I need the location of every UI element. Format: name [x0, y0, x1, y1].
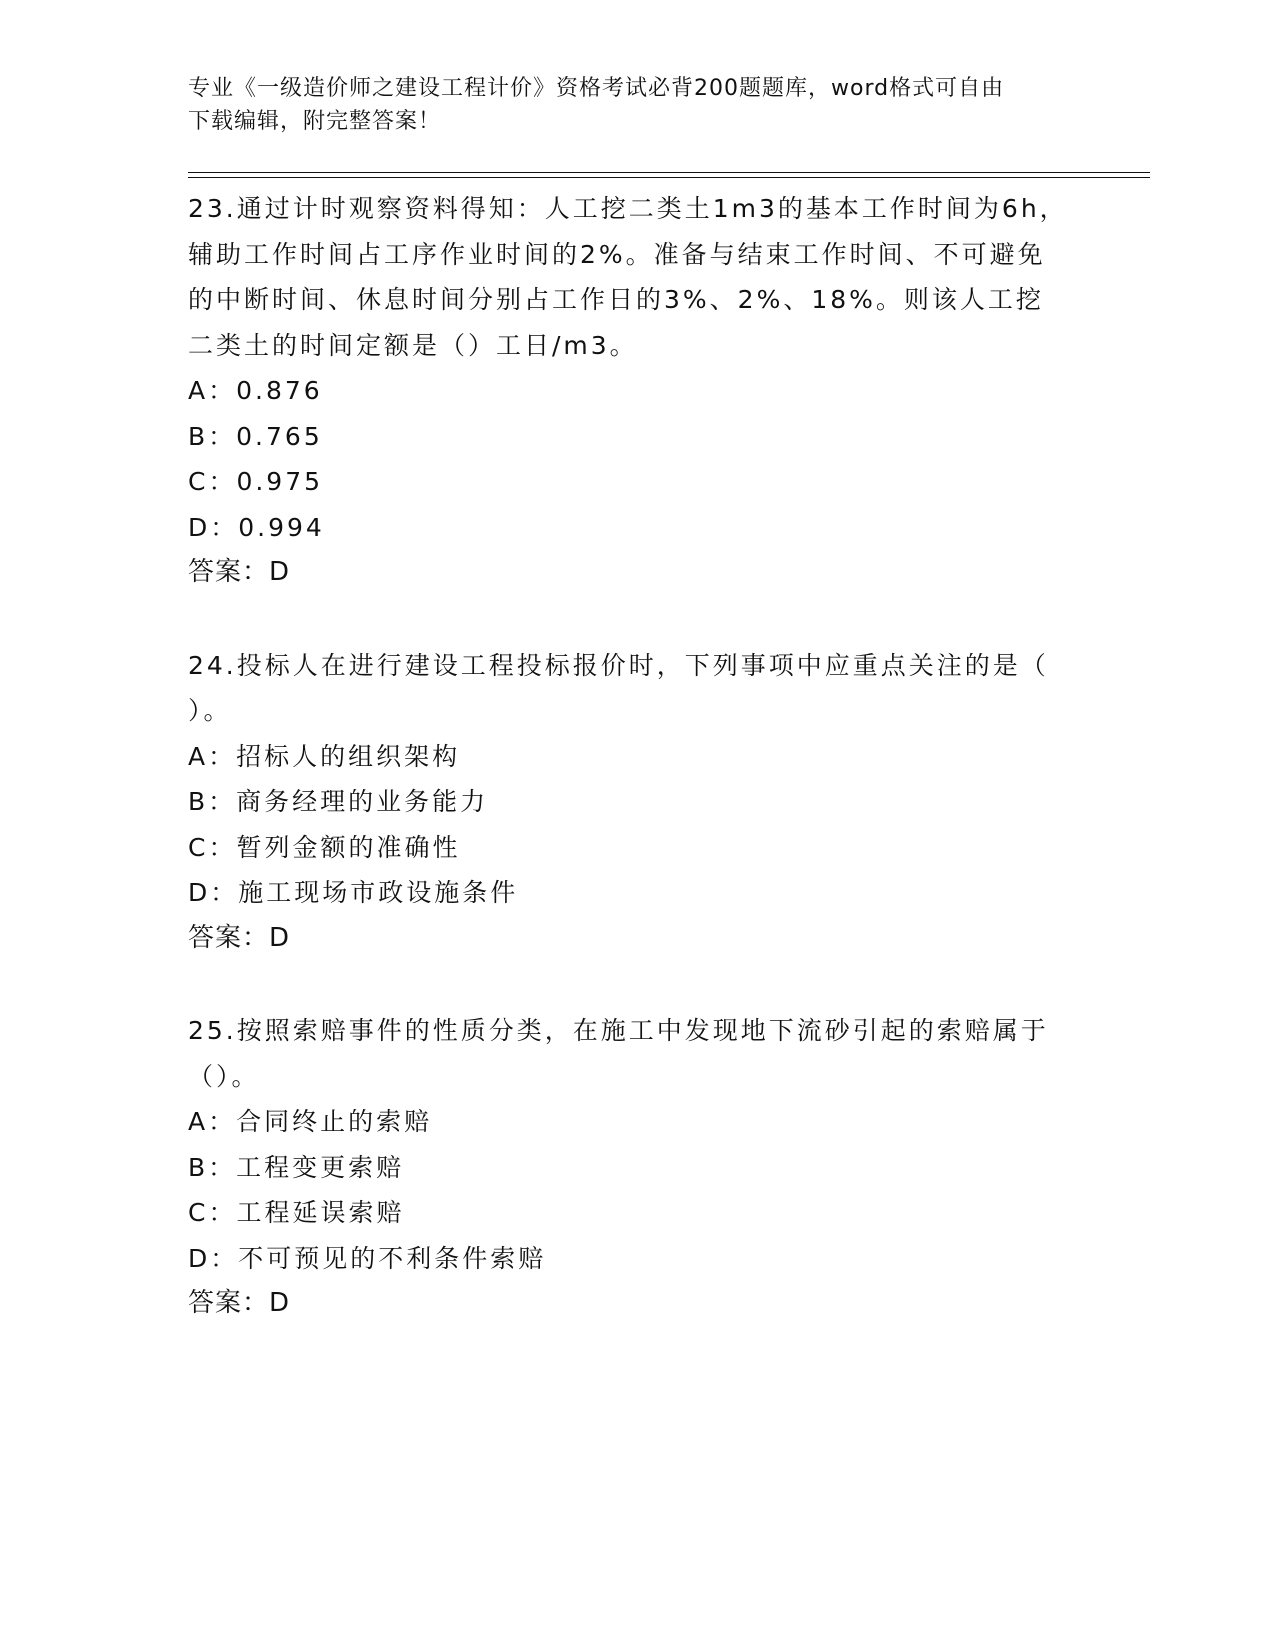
stem-line: （）。: [188, 1061, 260, 1091]
option-c: C：暂列金额的准确性: [188, 832, 461, 862]
question-stem: [188, 1008, 1088, 1099]
option-c: C：0.975: [188, 467, 324, 496]
stem-line: 23.通过计时观察资料得知：人工挖二类土1m3的基本工作时间为6h，: [188, 194, 1068, 223]
document-header: [188, 72, 1068, 138]
question-list: [188, 186, 1088, 1374]
option-a: A：招标人的组织架构: [188, 741, 461, 771]
question-23: [188, 186, 1088, 596]
question-24: [188, 643, 1088, 962]
question-stem: [188, 643, 1088, 734]
answer: 答案：D: [188, 922, 291, 953]
stem-line: 辅助工作时间占工序作业时间的2%。准备与结束工作时间、不可避免: [188, 239, 1046, 269]
option-b: B：0.765: [188, 421, 323, 451]
header-line-1: 专业《一级造价师之建设工程计价》资格考试必背200题题库，word格式可自由: [188, 76, 1005, 101]
option-d: D：施工现场市政设施条件: [188, 878, 519, 907]
header-divider-top: [188, 172, 1150, 173]
option-c: C：工程延误索赔: [188, 1198, 405, 1227]
option-d: D：0.994: [188, 512, 325, 542]
question-25: [188, 1008, 1088, 1327]
header-line-2: 下载编辑，附完整答案！: [188, 109, 442, 134]
option-d: D：不可预见的不利条件索赔: [188, 1243, 547, 1273]
option-a: A：合同终止的索赔: [188, 1107, 433, 1136]
option-b: B：工程变更索赔: [188, 1152, 405, 1182]
answer: 答案：D: [188, 557, 291, 587]
question-stem: [188, 186, 1088, 368]
stem-line: ）。: [188, 696, 232, 725]
stem-line: 25.按照索赔事件的性质分类，在施工中发现地下流砂引起的索赔属于: [188, 1016, 1049, 1045]
header-divider-bottom: [188, 177, 1150, 178]
answer: 答案：D: [188, 1288, 291, 1318]
option-a: A：0.876: [188, 376, 323, 405]
stem-line: 24.投标人在进行建设工程投标报价时，下列事项中应重点关注的是（: [188, 650, 1049, 680]
stem-line: 的中断时间、休息时间分别占工作日的3%、2%、18%。则该人工挖: [188, 285, 1044, 314]
option-b: B：商务经理的业务能力: [188, 787, 489, 816]
stem-line: 二类土的时间定额是（）工日/m3。: [188, 330, 638, 360]
